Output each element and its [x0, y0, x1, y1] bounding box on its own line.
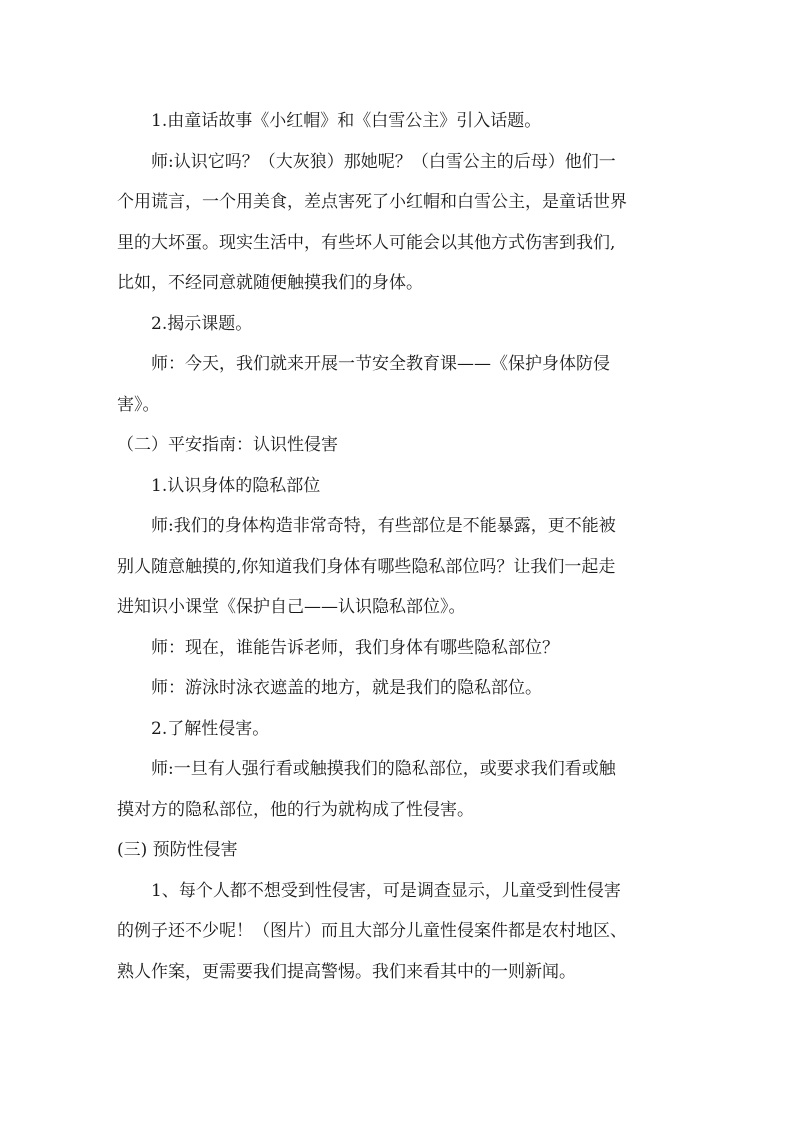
text-line: 师：游泳时泳衣遮盖的地方，就是我们的隐私部位。 [151, 678, 542, 698]
text-line: （二）平安指南：认识性侵害 [117, 435, 338, 455]
text-line: 师:认识它吗？（大灰狼）那她呢？（白雪公主的后母）他们一 [151, 151, 616, 172]
text-line: 2.揭示课题。 [151, 313, 253, 334]
text-line: 师:我们的身体构造非常奇特，有些部位是不能暴露，更不能被 [151, 516, 616, 536]
text-line: (三) 预防性侵害 [117, 840, 238, 860]
text-line: 的例子还不少呢！（图片）而且大部分儿童性侵案件都是农村地区、 [117, 921, 627, 941]
text-line: 摸对方的隐私部位，他的行为就构成了性侵害。 [117, 799, 474, 820]
text-line: 别人随意触摸的,你知道我们身体有哪些隐私部位吗？让我们一起走 [117, 556, 616, 577]
text-line: 个用谎言，一个用美食，差点害死了小红帽和白雪公主，是童话世界 [117, 192, 627, 212]
text-line: 师：现在，谁能告诉老师，我们身体有哪些隐私部位？ [151, 637, 559, 658]
text-line: 熟人作案，更需要我们提高警惕。我们来看其中的一则新闻。 [117, 961, 576, 982]
document-body [117, 101, 682, 992]
text-line: 害》。 [117, 394, 160, 415]
text-line: 师：今天，我们就来开展一节安全教育课——《保护身体防侵 [151, 354, 610, 374]
text-line: 1.认识身体的隐私部位 [151, 475, 321, 496]
text-line: 比如，不经同意就随便触摸我们的身体。 [117, 273, 423, 293]
text-line: 1.由童话故事《小红帽》和《白雪公主》引入话题。 [151, 111, 542, 131]
text-line: 师:一旦有人强行看或触摸我们的隐私部位，或要求我们看或触 [151, 759, 616, 779]
text-line: 1、每个人都不想受到性侵害，可是调查显示，儿童受到性侵害 [151, 880, 621, 901]
text-line: 里的大坏蛋。现实生活中，有些坏人可能会以其他方式伤害到我们, [117, 232, 616, 253]
text-line: 进知识小课堂《保护自己——认识隐私部位》。 [117, 597, 466, 617]
text-line: 2.了解性侵害。 [151, 718, 270, 739]
